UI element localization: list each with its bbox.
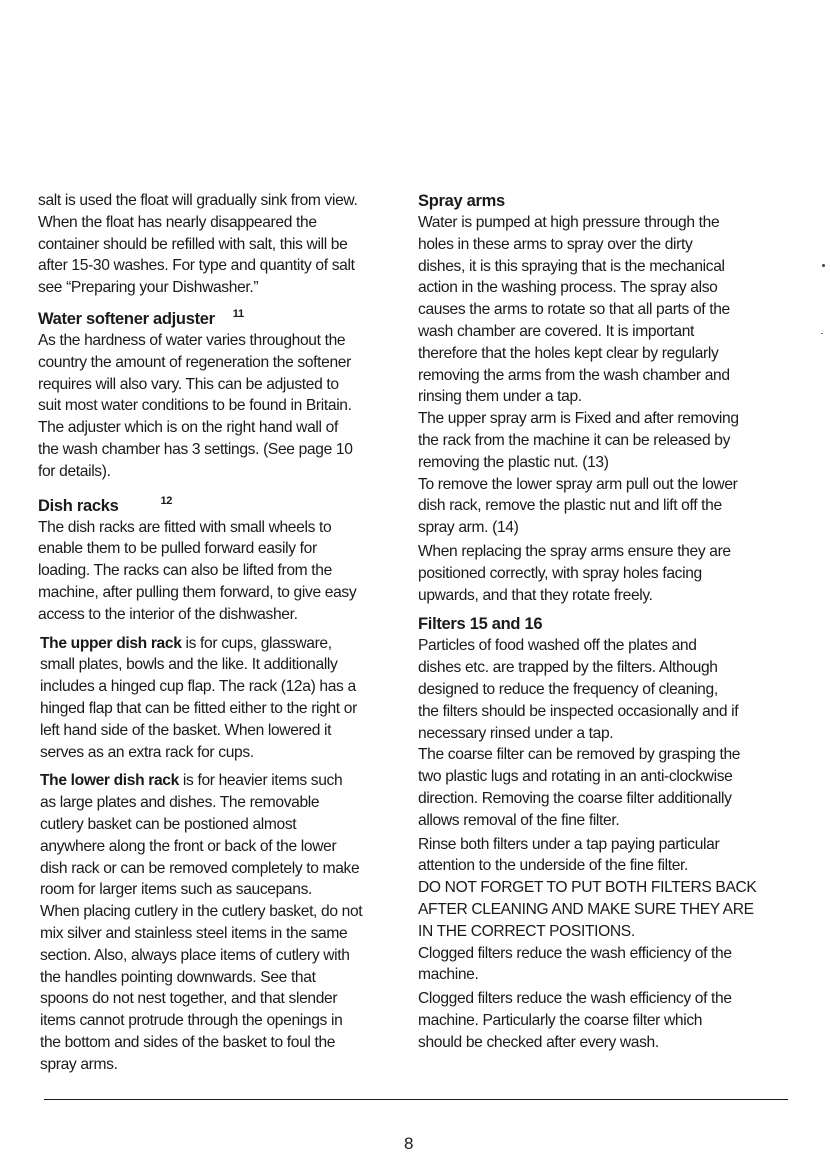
page-number: 8 — [404, 1134, 414, 1153]
spray-arms-paragraph-2: The upper spray arm is Fixed and after removing the rack from the machine it can be released by removing the plastic nut. (13) — [418, 410, 739, 471]
dish-racks-figure-ref: 12 — [160, 494, 173, 507]
footer-rule — [44, 1099, 788, 1100]
spray-arms-paragraph-3: To remove the lower spray arm pull out the lower dish rack, remove the plastic nut and lift off the spray arm. (14) — [418, 475, 738, 537]
right-column — [418, 190, 768, 1053]
filters-warning: DO NOT FORGET TO PUT BOTH FILTERS BACK AFTER CLEANING AND MAKE SURE THEY ARE IN THE CORRECT POSITIONS. — [418, 879, 757, 940]
scan-speck — [822, 264, 825, 267]
dish-racks-heading-text: Dish racks — [38, 496, 119, 515]
filters-paragraph-2: The coarse filter can be removed by grasping the two plastic lugs and rotating in an anti-clockwise direction. Removing the coarse filter additionally allows removal of the fine filter. — [418, 746, 741, 829]
water-hardness-paragraph: As the hardness of water varies throughout the country the amount of regeneration the softener requires will also vary. This can be adjusted to suit most water conditions to be found in Britain. The adjuster which is on the right hand wall of the wash chamber has 3 settings. (See page 10 for details). — [38, 331, 353, 480]
upper-rack-text: is for cups, glassware, small plates, bowls and the like. It additionally includes a hinged cup flap. The rack (12a) has a hinged flap that can be fitted either to the right or left hand side of the basket. When lowered it serves as an extra rack for cups. — [40, 634, 357, 761]
upper-rack-paragraph — [40, 633, 383, 764]
left-column — [38, 190, 383, 1075]
lower-rack-text: is for heavier items such as large plates and dishes. The removable cutlery basket can be postioned almost anywhere along the front or back of the lower dish rack or can be removed completely to make room for larger items such as saucepans. — [40, 772, 360, 899]
filters-heading: Filters 15 and 16 — [418, 615, 543, 634]
water-softener-heading — [38, 303, 383, 330]
cutlery-paragraph: When placing cutlery in the cutlery basket, do not mix silver and stainless steel items in the same section. Also, always place items of cutlery with the handles pointing downwards. See that spoons do not nest together, and that slender items cannot protrude through the openings in the bottom and sides of the basket to foul the spray arms. — [40, 903, 363, 1073]
spray-arms-paragraph-4: When replacing the spray arms ensure they are positioned correctly, with spray holes facing upwards, and that they rotate freely. — [418, 542, 731, 604]
water-softener-figure-ref: 11 — [232, 307, 244, 320]
lower-rack-label: The lower dish rack — [40, 772, 179, 790]
scan-speck — [821, 333, 823, 334]
filters-paragraph-3: Rinse both filters under a tap paying particular attention to the underside of the fine filter. — [418, 835, 720, 875]
dish-racks-paragraph: The dish racks are fitted with small wheels to enable them to be pulled forward easily for loading. The racks can also be lifted from the machine, after pulling them forward, to give easy access to the interior of the dishwasher. — [38, 518, 357, 623]
water-softener-heading-text: Water softener adjuster — [38, 309, 215, 328]
upper-rack-label: The upper dish rack — [40, 634, 182, 652]
lower-rack-paragraph — [40, 770, 383, 901]
filters-paragraph-6: Clogged filters reduce the wash efficiency of the machine. Particularly the coarse filter which should be checked after every wash. — [418, 990, 732, 1051]
spray-arms-paragraph-1: Water is pumped at high pressure through the holes in these arms to spray over the dirty dishes, it is this spraying that is the mechanical action in the washing process. The spray also causes the arms to rotate so that all parts of the wash chamber are covered. It is important therefore that the holes kept clear by regularly removing the arms from the wash chamber and rinsing them under a tap. — [418, 214, 730, 406]
filters-paragraph-1: Particles of food washed off the plates and dishes etc. are trapped by the filters. Although designed to reduce the frequency of cleaning, the filters should be inspected occasionally and if necessary rinsed under a tap. — [418, 637, 739, 742]
spray-arms-heading: Spray arms — [418, 192, 505, 210]
salt-paragraph: salt is used the float will gradually sink from view. When the float has nearly disappeared the container should be refilled with salt, this will be after 15-30 washes. For type and quantity of salt see “Preparing your Dishwasher.” — [38, 192, 358, 297]
filters-paragraph-5: Clogged filters reduce the wash efficiency of the machine. — [418, 944, 732, 984]
dish-racks-heading — [38, 490, 383, 517]
